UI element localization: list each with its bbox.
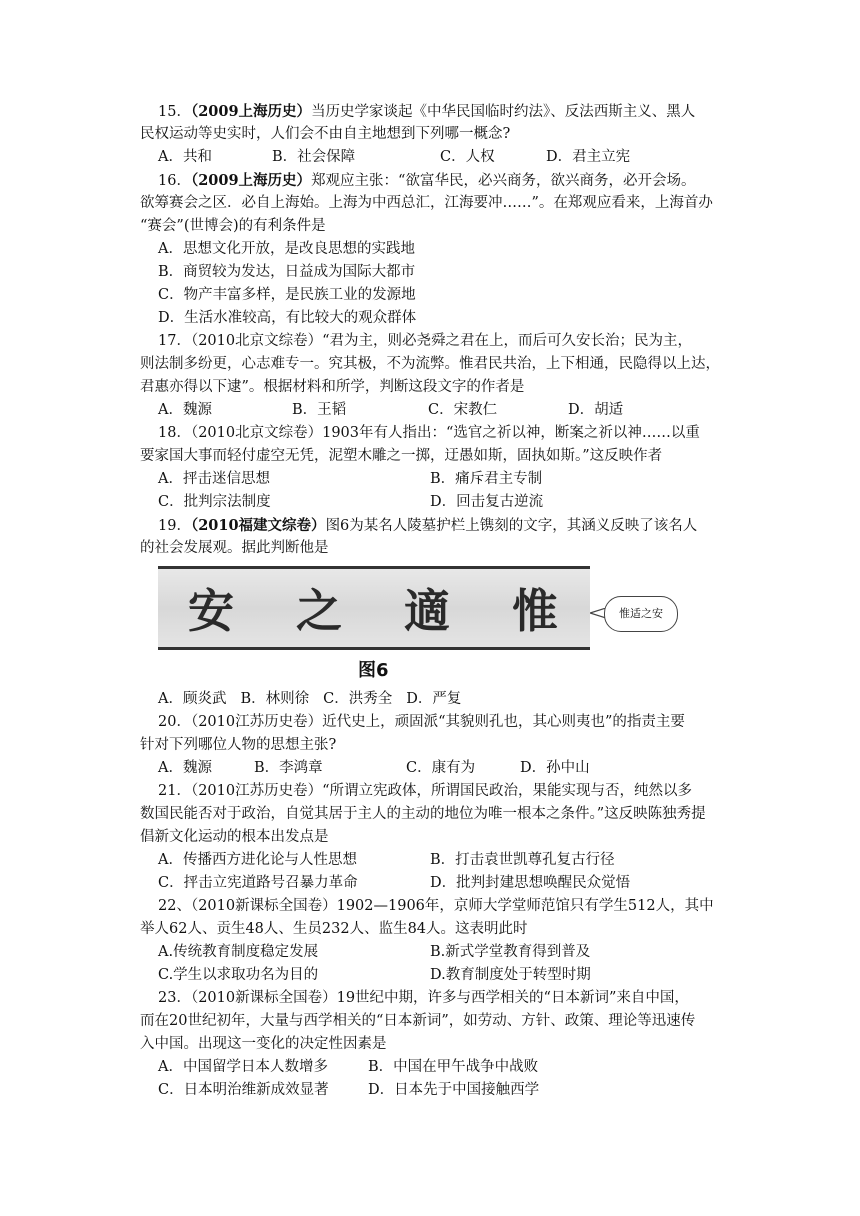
question-source: （2010北京文综卷） <box>190 425 323 441</box>
option-a: A．中国留学日本人数增多 <box>158 1059 328 1075</box>
option-d: D．严复 <box>406 691 462 707</box>
question-stem: 1903年有人指出：“选官之祈以神，断案之祈以神……以重 <box>322 425 700 441</box>
inscription-char: 之 <box>296 584 344 638</box>
question-20 <box>140 711 718 780</box>
question-stem: 的社会发展观。据此判断他是 <box>140 540 329 556</box>
question-19 <box>140 514 718 711</box>
option-c: C.学生以求取功名为目的 <box>158 967 319 983</box>
question-stem: 要家国大事而轻付虚空无凭，泥塑木雕之一掷，迂愚如斯，固执如斯。”这反映作者 <box>140 448 663 464</box>
option-d: D．生活水准较高，有比较大的观众群体 <box>158 310 417 326</box>
option-d: D．回击复古逆流 <box>430 494 544 510</box>
question-source: （2009上海历史） <box>190 103 312 120</box>
option-a: A．抨击迷信思想 <box>158 471 270 487</box>
question-stem: 数国民能否对于政治，自觉其居于主人的主动的地位为唯一根本之条件。”这反映陈独秀提 <box>140 806 706 822</box>
option-d: D.教育制度处于转型时期 <box>430 967 591 983</box>
inscription-char: 適 <box>404 584 452 638</box>
option-c: C．康有为 <box>406 760 476 776</box>
question-stem: 欲筹赛会之区．必自上海始。上海为中西总汇，江海要冲……”。在郑观应看来，上海首办 <box>140 195 713 211</box>
question-source: （2010福建文综卷） <box>190 517 326 534</box>
option-row <box>158 491 718 514</box>
question-23 <box>140 987 718 1102</box>
option-a: A．传播西方进化论与人性思想 <box>158 852 357 868</box>
question-stem: 入中国。出现这一变化的决定性因素是 <box>140 1036 387 1052</box>
option-row <box>158 941 718 964</box>
question-number: 18． <box>158 425 191 441</box>
option-d: D．孙中山 <box>520 760 590 776</box>
exam-page <box>140 100 720 1102</box>
option-b: B．王韬 <box>292 402 347 418</box>
option-a: A．顾炎武 <box>158 691 227 707</box>
question-source: （2010新课标全国卷） <box>190 990 337 1006</box>
question-number: 23． <box>158 990 191 1006</box>
question-stem: 则法制多纷更，心志难专一。究其极，不为流弊。惟君民共治，上下相通，民隐得以上达， <box>140 356 720 372</box>
option-b: B．痛斥君主专制 <box>430 471 543 487</box>
question-stem: 民权运动等史实时，人们会不由自主地想到下列哪一概念? <box>140 126 511 142</box>
question-stem: 近代史上，顽固派“其貌则孔也，其心则夷也”的指责主要 <box>322 714 685 730</box>
option-row <box>158 872 718 895</box>
option-b: B.新式学堂教育得到普及 <box>430 944 591 960</box>
option-c: C．洪秀全 <box>323 691 393 707</box>
question-15 <box>140 100 718 169</box>
question-stem: 19世纪中期，许多与西学相关的“日本新词”来自中国， <box>336 990 689 1006</box>
inscription-char: 安 <box>188 584 236 638</box>
question-stem: 郑观应主张：“欲富华民，必兴商务，欲兴商务，必开会场。 <box>311 173 696 189</box>
question-source: （2010江苏历史卷） <box>190 714 323 730</box>
option-row <box>158 757 718 780</box>
option-d: D．日本先于中国接触西学 <box>368 1082 540 1098</box>
option-c: C．宋教仁 <box>428 402 498 418</box>
question-source: （2010新课标全国卷） <box>190 898 337 914</box>
inscription-photo <box>158 566 590 650</box>
option-b: B．打击袁世凯尊孔复古行径 <box>430 852 615 868</box>
question-source: （2010江苏历史卷） <box>190 783 323 799</box>
question-17 <box>140 330 720 422</box>
option-c: C．人权 <box>440 149 495 165</box>
option-d: D．君主立宪 <box>546 149 631 165</box>
option-d: D．批判封建思想唤醒民众觉悟 <box>430 875 631 891</box>
question-stem: 而在20世纪初年，大量与西学相关的“日本新词”，如劳动、方针、政策、理论等迅速传 <box>140 1013 696 1029</box>
option-b: B．林则徐 <box>240 691 310 707</box>
question-22 <box>140 895 718 987</box>
callout-bubble: 惟适之安 <box>604 596 678 632</box>
option-a: A．共和 <box>158 149 212 165</box>
option-b: B．李鸿章 <box>254 760 323 776</box>
question-source: （2009上海历史） <box>190 172 312 189</box>
question-number: 19． <box>158 518 191 534</box>
option-row <box>158 1079 718 1102</box>
question-stem: “所谓立宪政体，所谓国民政治，果能实现与否，纯然以多 <box>322 783 693 799</box>
question-source: （2010北京文综卷） <box>190 333 323 349</box>
question-stem: 针对下列哪位人物的思想主张? <box>140 737 337 753</box>
question-number: 15． <box>158 104 191 120</box>
option-row <box>158 849 718 872</box>
option-c: C．抨击立宪道路号召暴力革命 <box>158 875 358 891</box>
option-c: C．日本明治维新成效显著 <box>158 1082 329 1098</box>
option-c: C．物产丰富多样，是民族工业的发源地 <box>158 287 416 303</box>
question-stem: 君惠亦得以下逮”。根据材料和所学，判断这段文字的作者是 <box>140 379 525 395</box>
question-stem: “赛会”(世博会)的有利条件是 <box>140 218 326 234</box>
question-18 <box>140 422 718 514</box>
option-row <box>158 146 718 169</box>
question-stem: 举人62人、贡生48人、生员232人、监生84人。这表明此时 <box>140 921 528 937</box>
option-b: B．中国在甲午战争中战败 <box>368 1059 539 1075</box>
option-a: A．魏源 <box>158 760 212 776</box>
question-stem: 图6为某名人陵墓护栏上镌刻的文字，其涵义反映了该名人 <box>325 518 698 534</box>
question-number: 17． <box>158 333 191 349</box>
figure-6 <box>158 566 718 684</box>
figure-caption: 图6 <box>358 660 389 681</box>
question-stem: 倡新文化运动的根本出发点是 <box>140 829 329 845</box>
option-row <box>158 399 718 422</box>
question-stem: 当历史学家谈起《中华民国临时约法》、反法西斯主义、黑人 <box>311 104 696 120</box>
option-row <box>158 688 718 711</box>
inscription-char: 惟 <box>512 584 560 638</box>
option-a: A．魏源 <box>158 402 212 418</box>
option-c: C．批判宗法制度 <box>158 494 271 510</box>
question-number: 21． <box>158 783 191 799</box>
option-b: B．社会保障 <box>272 149 356 165</box>
question-number: 16． <box>158 173 191 189</box>
option-a: A．思想文化开放，是改良思想的实践地 <box>158 241 415 257</box>
question-stem: 1902—1906年，京师大学堂师范馆只有学生512人，其中 <box>336 898 714 914</box>
option-d: D．胡适 <box>568 402 624 418</box>
question-number: 20． <box>158 714 191 730</box>
option-b: B．商贸较为发达，日益成为国际大都市 <box>158 264 416 280</box>
question-number: 22、 <box>158 898 191 914</box>
option-row <box>158 1056 718 1079</box>
option-row <box>158 468 718 491</box>
question-21 <box>140 780 718 895</box>
option-a: A.传统教育制度稳定发展 <box>158 944 319 960</box>
question-stem: “君为主，则必尧舜之君在上，而后可久安长治；民为主， <box>322 333 693 349</box>
option-row <box>158 964 718 987</box>
question-16 <box>140 169 718 330</box>
